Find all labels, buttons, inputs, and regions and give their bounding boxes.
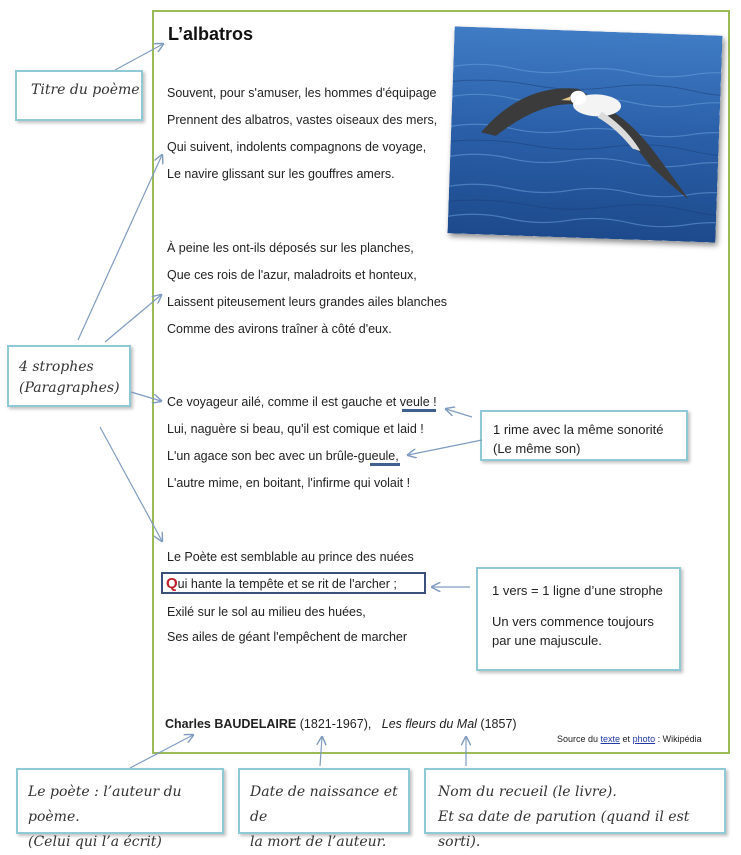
annotation-stanzas-line1: 4 strophes xyxy=(19,359,94,375)
source-text-link[interactable]: texte xyxy=(600,734,621,744)
annotation-stanzas-line2: (Paragraphes) xyxy=(19,380,120,396)
verse-2-2: Que ces rois de l'azur, maladroits et honteux, xyxy=(167,268,417,282)
annotation-poet-line1: Le poète : l’auteur du poème. xyxy=(28,784,182,825)
verse-2-1: À peine les ont-ils déposés sur les planches, xyxy=(167,241,414,255)
annotation-rhyme-line2: (Le même son) xyxy=(493,441,581,456)
albatross-photo xyxy=(447,26,722,242)
author-name: Charles BAUDELAIRE xyxy=(165,717,297,731)
collection-year: (1857) xyxy=(476,717,517,731)
annotation-poet xyxy=(16,768,224,850)
rhyme-mark-veule xyxy=(402,409,436,412)
annotation-dates xyxy=(238,768,410,850)
rhyme-mark-gueule xyxy=(370,463,400,466)
annotation-collection-line2: Et sa date de parution (quand il est sorti). xyxy=(438,809,690,850)
source-credit xyxy=(557,734,702,744)
source-photo-link[interactable]: photo xyxy=(632,734,656,744)
annotation-title-text: Titre du poème xyxy=(31,82,140,98)
source-suffix: : Wikipédia xyxy=(655,734,702,744)
verse-3-4: L'autre mime, en boitant, l'infirme qui volait ! xyxy=(167,476,411,490)
verse-4-4: Ses ailes de géant l'empêchent de marcher xyxy=(167,630,408,644)
collection-name: Les fleurs du Mal xyxy=(381,717,477,731)
verse-4-1: Le Poète est semblable au prince des nuées xyxy=(167,550,414,564)
annotation-verse-line1: 1 vers = 1 ligne d’une strophe xyxy=(492,583,663,598)
capital-q: Q xyxy=(166,575,178,592)
annotation-stanzas xyxy=(7,345,131,407)
verse-2-4: Comme des avirons traîner à côté d'eux. xyxy=(167,322,392,336)
verse-3-1: Ce voyageur ailé, comme il est gauche et veule ! xyxy=(167,395,437,409)
annotation-rhyme-line1: 1 rime avec la même sonorité xyxy=(493,422,664,437)
annotation-title xyxy=(15,70,143,121)
author-dates: (1821-1967), xyxy=(296,717,372,731)
verse-2-3: Laissent piteusement leurs grandes ailes blanches xyxy=(167,295,448,309)
annotation-collection xyxy=(424,768,726,850)
verse-4-2 xyxy=(166,575,397,592)
verse-3-3: L'un agace son bec avec un brûle-gueule, xyxy=(167,449,399,463)
annotation-verse xyxy=(476,567,681,671)
poem-title: L’albatros xyxy=(168,24,254,44)
source-prefix: Source du xyxy=(557,734,601,744)
annotation-rhyme xyxy=(480,410,688,461)
annotation-collection-line1: Nom du recueil (le livre). xyxy=(438,784,617,800)
verse-1-2: Prennent des albatros, vastes oiseaux des mers, xyxy=(167,113,438,127)
verse-4-3: Exilé sur le sol au milieu des huées, xyxy=(167,605,366,619)
verse-1-1: Souvent, pour s'amuser, les hommes d'équipage xyxy=(167,86,437,100)
verse-1-4: Le navire glissant sur les gouffres amers. xyxy=(167,167,395,181)
source-middle: et xyxy=(620,734,633,744)
annotation-dates-line2: la mort de l’auteur. xyxy=(250,834,387,850)
poem-footer xyxy=(165,717,517,731)
arrow-stanza-1 xyxy=(78,155,162,340)
annotation-poet-line2: (Celui qui l’a écrit) xyxy=(28,834,162,850)
verse-1-3: Qui suivent, indolents compagnons de voyage, xyxy=(167,140,427,154)
annotation-dates-line1: Date de naissance et de xyxy=(250,784,398,825)
albatross-icon xyxy=(447,26,722,242)
annotation-verse-line3: par une majuscule. xyxy=(492,633,602,648)
verse-3-2: Lui, naguère si beau, qu'il est comique et laid ! xyxy=(167,422,424,436)
annotation-verse-line2: Un vers commence toujours xyxy=(492,614,654,629)
verse-4-2-text: ui hante la tempête et se rit de l'archer ; xyxy=(177,577,397,591)
